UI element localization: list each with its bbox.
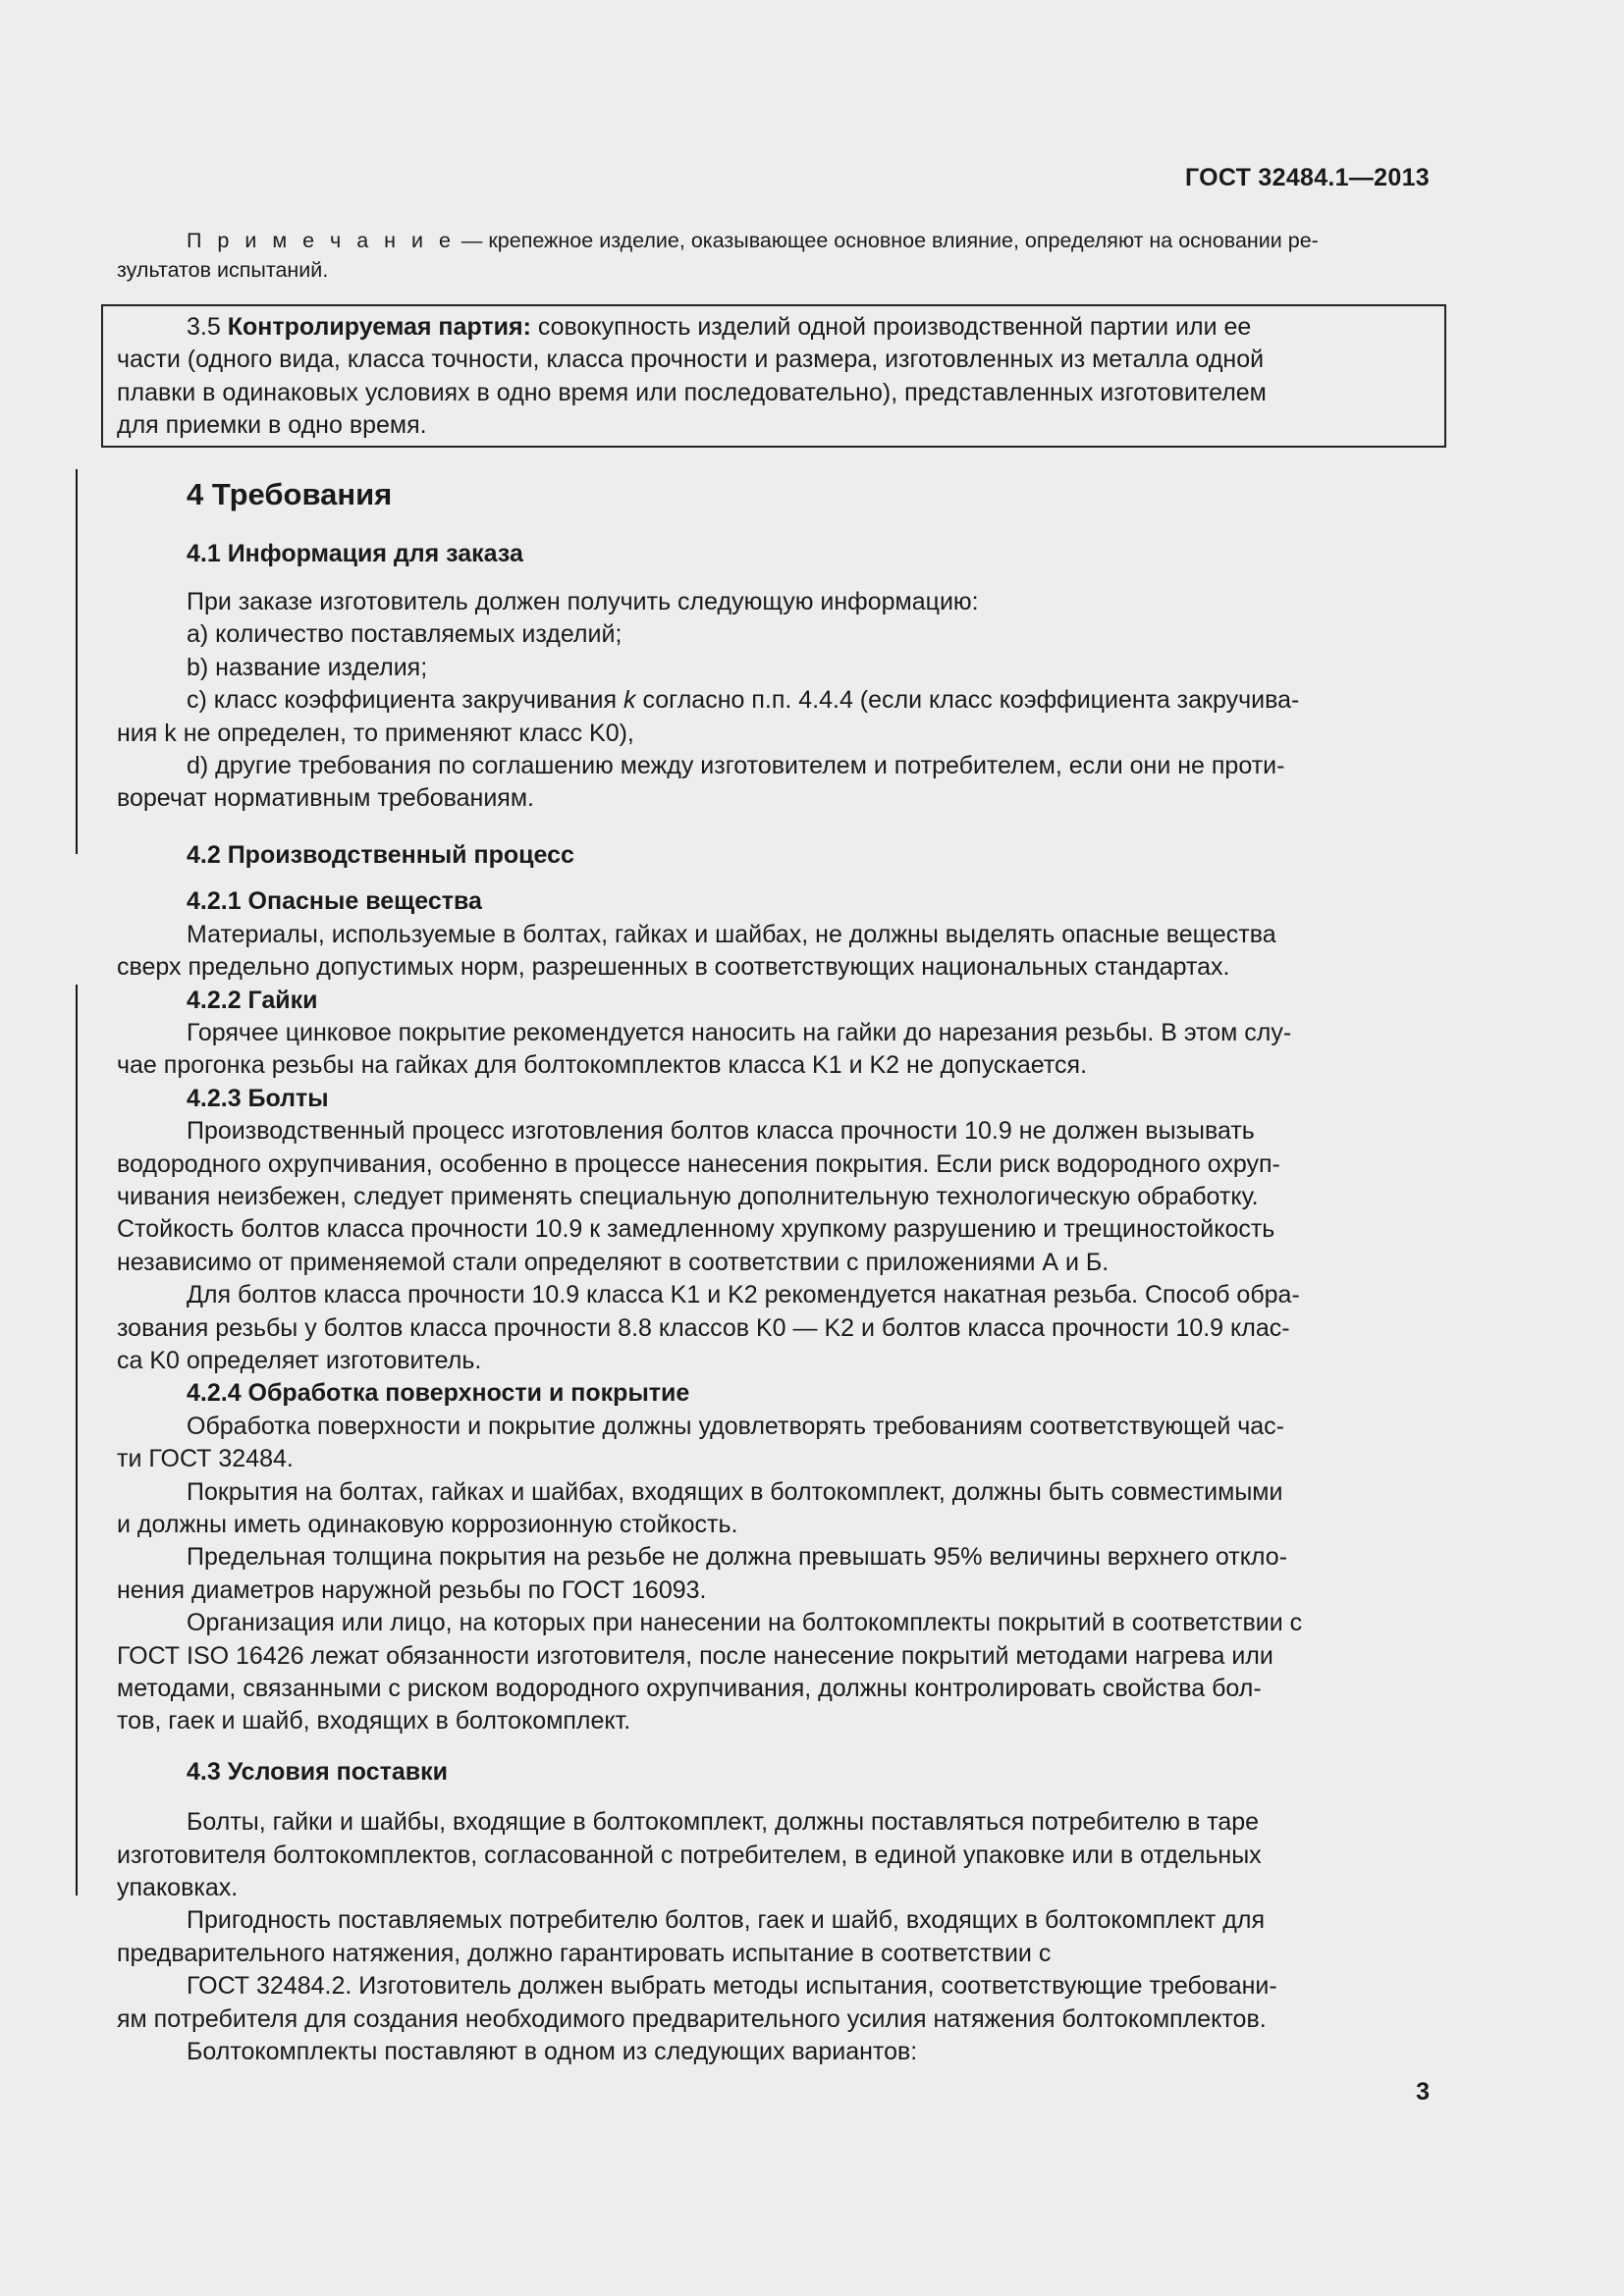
delivery-para2-line-2: предварительного натяжения, должно гарантировать испытание в соответствии с — [117, 1939, 1052, 1967]
nuts-para-line-1: Горячее цинковое покрытие рекомендуется наносить на гайки до нарезания резьбы. В этом слу- — [187, 1018, 1292, 1046]
definition-line-4: для приемки в одно время. — [117, 411, 427, 440]
order-info-item-d-cont: воречат нормативным требованиям. — [117, 784, 534, 813]
hazard-para-line-2: сверх предельно допустимых норм, разрешенных в соответствующих национальных стандартах. — [117, 953, 1230, 982]
delivery-para2-line-4: ям потребителя для создания необходимого предварительного усилия натяжения болтокомплектов. — [117, 2004, 1267, 2033]
surface-para4-line-3: методами, связанными с риском водородного охрупчивания, должны контролировать свойства бол- — [117, 1675, 1262, 1703]
surface-para2-line-2: и должны иметь одинаковую коррозионную стойкость. — [117, 1511, 738, 1538]
delivery-para3-line-1: Болтокомплекты поставляют в одном из следующих вариантов: — [187, 2038, 918, 2066]
bolts-para2-line-3: са K0 определяет изготовитель. — [117, 1346, 482, 1374]
note-line-1: П р и м е ч а н и е — крепежное изделие, оказывающее основное влияние, определяют на основании ре- — [187, 229, 1319, 252]
section-4-2-1-heading: 4.2.1 Опасные вещества — [187, 887, 482, 916]
bolts-para1-line-2: водородного охрупчивания, особенно в процессе нанесения покрытия. Если риск водородного охруп- — [117, 1149, 1280, 1178]
definition-term: Контролируемая партия: — [227, 313, 531, 341]
note-block — [117, 226, 1431, 285]
definition-line-1: 3.5 Контролируемая партия: совокупность изделий одной производственной партии или ее — [187, 313, 1252, 341]
section-4-2-heading: 4.2 Производственный процесс — [187, 840, 574, 869]
section-4-3-body — [117, 1806, 1431, 2068]
delivery-para1-line-3: упаковках. — [117, 1874, 239, 1902]
definition-line-2: части (одного вида, класса точности, класса прочности и размера, изготовленных из металла одной — [117, 346, 1265, 374]
section-4-2-3-heading: 4.2.3 Болты — [187, 1084, 329, 1112]
section-4-1-body — [117, 586, 1431, 816]
bolts-para2-line-2: зования резьбы у болтов класса прочности 8.8 классов K0 — K2 и болтов класса прочности 10.9 клас- — [117, 1313, 1290, 1342]
surface-para2-line-1: Покрытия на болтах, гайках и шайбах, входящих в болтокомплект, должны быть совместимыми — [187, 1477, 1283, 1506]
bolts-para1-line-5: независимо от применяемой стали определяют в соответствии с приложениями А и Б. — [117, 1248, 1110, 1276]
delivery-para2-line-3: ГОСТ 32484.2. Изготовитель должен выбрать методы испытания, соответствующие требовани- — [187, 1972, 1277, 2001]
section-4-2-2-heading: 4.2.2 Гайки — [187, 986, 318, 1014]
surface-para3-line-1: Предельная толщина покрытия на резьбе не должна превышать 95% величины верхнего откло- — [187, 1543, 1288, 1572]
change-bar-top — [76, 469, 78, 854]
section-4-heading: 4 Требования — [187, 476, 393, 511]
order-info-intro: При заказе изготовитель должен получить следующую информацию: — [187, 588, 979, 616]
delivery-para2-line-1: Пригодность поставляемых потребителю болтов, гаек и шайб, входящих в болтокомплект для — [187, 1906, 1266, 1935]
section-4-2-4-heading: 4.2.4 Обработка поверхности и покрытие — [187, 1379, 690, 1408]
page-number: 3 — [1416, 2078, 1430, 2106]
surface-para4-line-4: тов, гаек и шайб, входящих в болтокомплект. — [117, 1707, 631, 1735]
surface-para4-line-2: ГОСТ ISO 16426 лежат обязанности изготовителя, после нанесение покрытий методами нагрева или — [117, 1641, 1273, 1670]
document-header: ГОСТ 32484.1—2013 — [1184, 164, 1430, 191]
surface-para4-line-1: Организация или лицо, на которых при нанесении на болтокомплекты покрытий в соответствии с — [187, 1609, 1303, 1637]
nuts-para-line-2: чае прогонка резьбы на гайках для болтокомплектов класса K1 и K2 не допускается. — [117, 1051, 1088, 1080]
note-line-2: зультатов испытаний. — [117, 258, 329, 282]
surface-para3-line-2: нения диаметров наружной резьбы по ГОСТ 16093. — [117, 1575, 707, 1604]
note-label: П р и м е ч а н и е — [187, 229, 456, 252]
delivery-para1-line-1: Болты, гайки и шайбы, входящие в болтокомплект, должны поставляться потребителю в таре — [187, 1808, 1260, 1837]
change-bar-bottom — [76, 985, 78, 1896]
bolts-para2-line-1: Для болтов класса прочности 10.9 класса K1 и K2 рекомендуется накатная резьба. Способ обра- — [187, 1281, 1300, 1309]
hazard-para-line-1: Материалы, используемые в болтах, гайках и шайбах, не должны выделять опасные вещества — [187, 920, 1276, 948]
definition-line-3: плавки в одинаковых условиях в одно время или последовательно), представленных изготовителем — [117, 378, 1267, 406]
order-info-item-d: d) другие требования по соглашению между изготовителем и потребителем, если они не проти- — [187, 752, 1285, 780]
order-info-item-c-cont: ния k не определен, то применяют класс K0), — [117, 719, 634, 747]
section-4-3-heading: 4.3 Условия поставки — [187, 1757, 449, 1786]
order-info-item-a: a) количество поставляемых изделий; — [187, 620, 623, 649]
order-info-item-c: c) класс коэффициента закручивания k согласно п.п. 4.4.4 (если класс коэффициента закручива- — [187, 686, 1300, 715]
section-4-1-heading: 4.1 Информация для заказа — [187, 539, 523, 567]
bolts-para1-line-3: чивания неизбежен, следует применять специальную дополнительную технологическую обработку. — [117, 1182, 1259, 1210]
order-info-item-b: b) название изделия; — [187, 653, 428, 681]
definition-3-5-box — [101, 304, 1446, 448]
document-body — [117, 226, 1431, 2069]
delivery-para1-line-2: изготовителя болтокомплектов, согласованной с потребителем, в единой упаковке или в отдельных — [117, 1841, 1262, 1869]
surface-para1-line-2: ти ГОСТ 32484. — [117, 1445, 294, 1473]
bolts-para1-line-4: Стойкость болтов класса прочности 10.9 к замедленному хрупкому разрушению и трещиностойкость — [117, 1215, 1275, 1244]
bolts-para1-line-1: Производственный процесс изготовления болтов класса прочности 10.9 не должен вызывать — [187, 1117, 1255, 1146]
surface-para1-line-1: Обработка поверхности и покрытие должны удовлетворять требованиям соответствующей час- — [187, 1412, 1285, 1440]
